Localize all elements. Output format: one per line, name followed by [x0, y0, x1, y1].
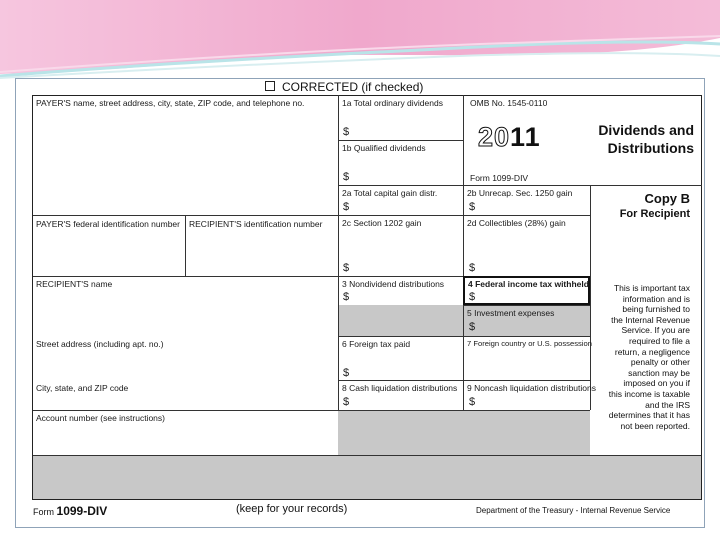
- divider: [463, 305, 590, 306]
- box-8-label: 8 Cash liquidation distributions: [342, 383, 458, 393]
- copy-b-label: Copy B: [644, 191, 690, 206]
- box-7-label: 7 Foreign country or U.S. possession: [467, 339, 592, 348]
- notice-line: information and is: [622, 293, 690, 304]
- omb-number: OMB No. 1545-0110: [470, 98, 548, 108]
- for-recipient-label: For Recipient: [619, 208, 690, 220]
- notice-line: determines that it has: [608, 410, 690, 421]
- box-2d-label: 2d Collectibles (28%) gain: [467, 218, 566, 228]
- box-3-label: 3 Nondividend distributions: [342, 279, 445, 289]
- divider: [33, 410, 338, 411]
- recipient-id-label: RECIPIENT'S identification number: [189, 219, 323, 229]
- tax-year-outline: 20: [478, 122, 511, 152]
- divider: [338, 336, 590, 337]
- notice-line: required to file a: [629, 335, 690, 346]
- notice-line: imposed on you if: [623, 378, 690, 389]
- box-2b-label: 2b Unrecap. Sec. 1250 gain: [467, 188, 573, 198]
- divider: [590, 185, 591, 410]
- box-2c-dollar: $: [343, 262, 350, 274]
- notice-line: penalty or other: [630, 357, 690, 368]
- notice-line: Service. If you are: [621, 325, 690, 336]
- box-2a-dollar: $: [343, 201, 350, 213]
- notice-line: return, a negligence: [614, 346, 690, 357]
- divider: [338, 215, 590, 216]
- divider: [33, 215, 338, 216]
- footer-keep-note: (keep for your records): [236, 503, 348, 515]
- footer-department: Department of the Treasury - Internal Revenue Service: [476, 506, 671, 515]
- payer-fed-id-label: PAYER'S federal identification number: [36, 219, 180, 229]
- box-1b-label: 1b Qualified dividends: [342, 143, 426, 153]
- box-5-dollar: $: [469, 321, 476, 333]
- street-address-label: Street address (including apt. no.): [36, 339, 164, 349]
- box-2d-dollar: $: [469, 262, 476, 274]
- title-line-2: Distributions: [607, 140, 694, 156]
- title-line-1: Dividends and: [598, 122, 694, 138]
- notice-line: not been reported.: [620, 420, 690, 431]
- divider: [338, 380, 590, 381]
- notice-line: the Internal Revenue: [611, 314, 690, 325]
- divider: [463, 95, 464, 410]
- corrected-label: CORRECTED (if checked): [282, 80, 424, 94]
- form-name-small: Form 1099-DIV: [470, 173, 529, 183]
- notice-line: This is important tax: [613, 283, 690, 293]
- divider: [338, 410, 590, 411]
- box-2a-label: 2a Total capital gain distr.: [342, 188, 438, 198]
- box-1a-label: 1a Total ordinary dividends: [342, 98, 443, 108]
- account-number-label: Account number (see instructions): [36, 413, 165, 423]
- shaded-area: [33, 455, 701, 499]
- decorative-banner: [0, 0, 720, 80]
- box-4-label: 4 Federal income tax withheld: [468, 279, 589, 289]
- recipient-name-label: RECIPIENT'S name: [36, 279, 113, 289]
- notice-line: and the IRS: [645, 399, 690, 410]
- box-8-dollar: $: [343, 396, 350, 408]
- box-5-label: 5 Investment expenses: [467, 308, 555, 318]
- box-1a-dollar: $: [343, 126, 350, 138]
- footer-form-id: [33, 504, 107, 518]
- payer-label: PAYER'S name, street address, city, state, ZIP code, and telephone no.: [36, 98, 305, 108]
- box-2c-label: 2c Section 1202 gain: [342, 218, 422, 228]
- box-9-label: 9 Noncash liquidation distributions: [467, 383, 596, 393]
- divider: [338, 95, 339, 410]
- form-title: [584, 121, 694, 157]
- notice-line: this income is taxable: [608, 388, 690, 399]
- corrected-checkbox[interactable]: [265, 81, 275, 91]
- divider: [33, 276, 338, 277]
- box-4-dollar: $: [469, 291, 476, 303]
- box-2b-dollar: $: [469, 201, 476, 213]
- footer-form-number: 1099-DIV: [56, 504, 108, 518]
- box-9-dollar: $: [469, 396, 476, 408]
- box-6-dollar: $: [343, 367, 350, 379]
- notice-line: being furnished to: [622, 304, 690, 315]
- tax-year-solid: 11: [510, 122, 541, 152]
- city-state-label: City, state, and ZIP code: [36, 383, 129, 393]
- divider: [338, 140, 463, 141]
- box-1b-dollar: $: [343, 171, 350, 183]
- notice-text: [594, 283, 690, 431]
- footer-form-prefix: Form: [33, 507, 54, 517]
- divider: [33, 455, 701, 456]
- notice-line: sanction may be: [628, 367, 690, 378]
- divider: [338, 185, 702, 186]
- divider: [185, 215, 186, 276]
- tax-year: [478, 122, 541, 153]
- shaded-area: [338, 410, 590, 455]
- box-6-label: 6 Foreign tax paid: [342, 339, 411, 349]
- box-3-dollar: $: [343, 291, 350, 303]
